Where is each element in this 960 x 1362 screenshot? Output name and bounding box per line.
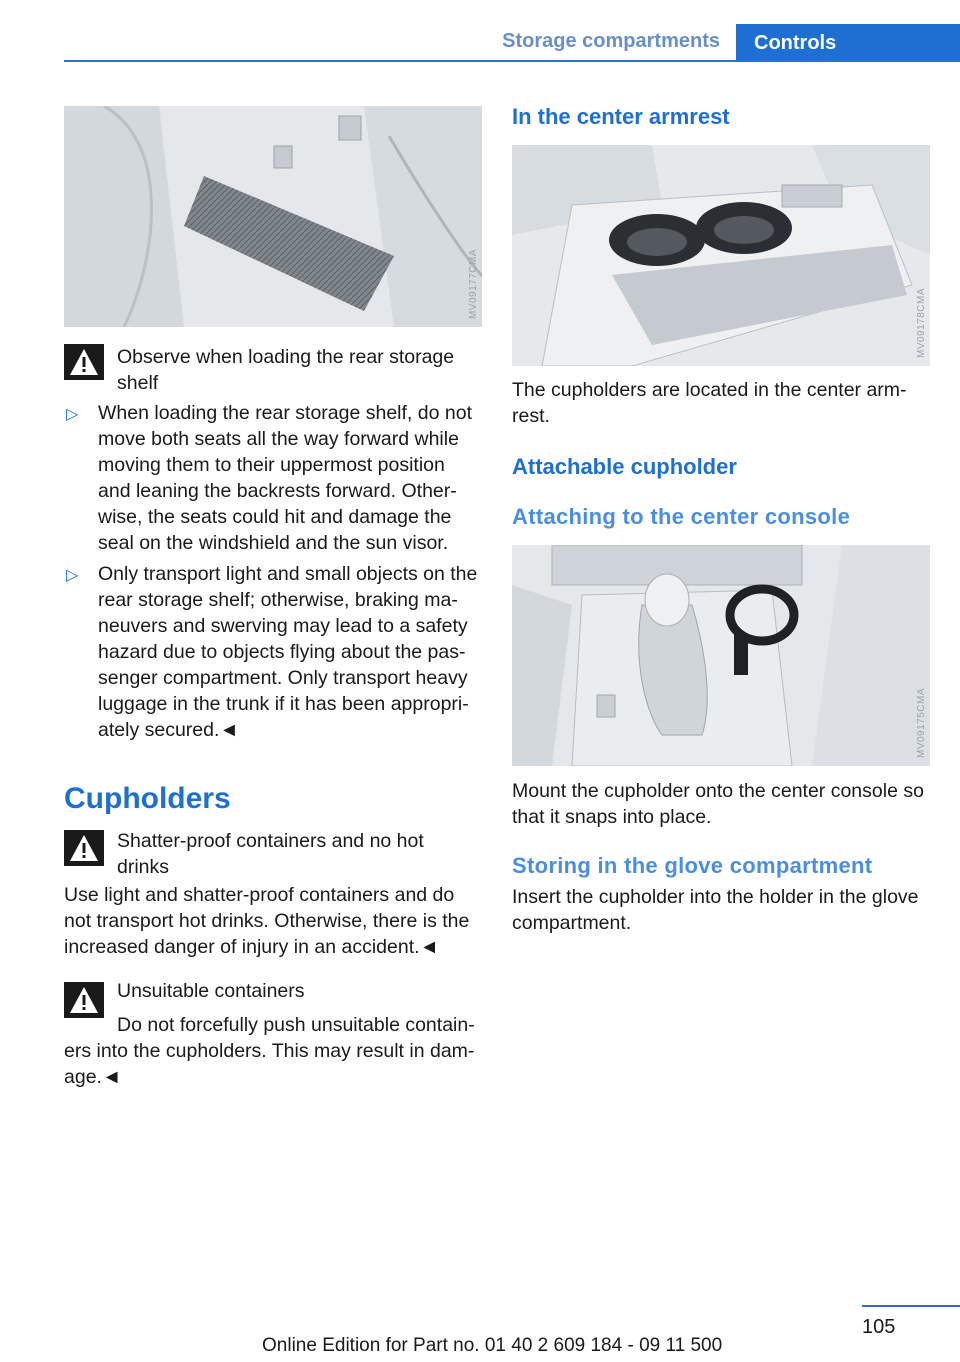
image-code: MV09175CMA [916, 687, 927, 758]
cupholders-heading: Cupholders [64, 782, 231, 815]
bullet-item: Only transport light and small objects on the rear storage shelf; otherwise, braking ma-neuvers and swerving may lead to a safety hazard due to objects flying about the pas-senger compartment. Only transport heavy luggage in the trunk if it has been appropri-ately secured.◄ [98, 563, 478, 741]
image-code: MV09178CMA [916, 287, 927, 358]
bullet-item: When loading the rear storage shelf, do not move both seats all the way forward while moving them to their uppermost position and leaning the backrests forward. Other-wise, the seats could hit and damage the seal on the windshield and the sun visor. [98, 402, 472, 554]
warning-storage-title: Observe when loading the rear storage shelf [117, 346, 455, 394]
armrest-heading: In the center armrest [512, 104, 730, 129]
attachable-heading: Attachable cupholder [512, 454, 737, 479]
glove-heading: Storing in the glove compartment [512, 853, 873, 878]
warning-hot-body: Use light and shatter-proof containers and do not transport hot drinks. Otherwise, there is the increased danger of injury in an accident.◄ [64, 884, 470, 958]
header-rule [64, 60, 960, 62]
warning-hot-title: Shatter-proof containers and no hot drinks [117, 830, 424, 878]
armrest-text: The cupholders are located in the center arm-rest. [512, 379, 907, 427]
console-text: Mount the cupholder onto the center console so that it snaps into place. [512, 780, 924, 828]
header-tab-controls: Controls [736, 24, 960, 62]
page-number: 105 [862, 1316, 896, 1338]
bullet-arrow-icon: ▷ [66, 406, 79, 423]
center-armrest-image [512, 145, 930, 366]
warning-unsuitable-body-text: Do not forcefully push unsuitable contain-ers into the cupholders. This may result in dam-age.◄ [64, 1014, 475, 1088]
rear-storage-shelf-image [64, 106, 482, 327]
center-console-image [512, 545, 930, 766]
bullet-arrow-icon: ▷ [66, 567, 79, 584]
footer-rule [862, 1305, 960, 1307]
warning-triangle-icon [64, 830, 104, 866]
warning-unsuitable-title: Unsuitable containers [117, 980, 305, 1002]
glove-text: Insert the cupholder into the holder in the glove compartment. [512, 886, 919, 934]
header-section-title: Storage compartments [502, 30, 720, 52]
footer-edition: Online Edition for Part no. 01 40 2 609 184 - 09 11 500 [262, 1335, 723, 1356]
warning-unsuitable-body [64, 1012, 482, 1090]
warning-triangle-icon [64, 344, 104, 380]
console-heading: Attaching to the center console [512, 504, 851, 529]
image-code: MV09177CMA [468, 248, 479, 319]
